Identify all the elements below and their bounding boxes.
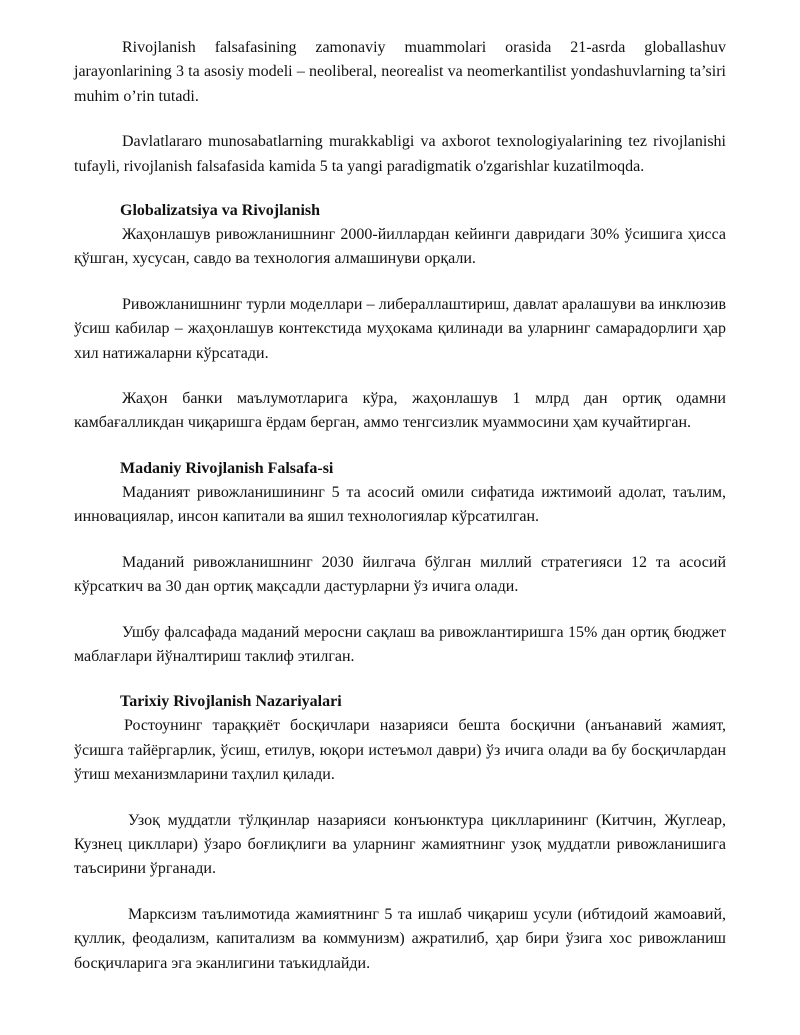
paragraph: Ушбу фалсафада маданий меросни сақлаш ва ривожлантиришга 15% дан ортиқ бюджет маблағлари йўналтириш таклиф этилган. (74, 623, 726, 665)
paragraph: Маданият ривожланишининг 5 та асосий омили сифатида ижтимоий адолат, таълим, инновациялар, инсон капитали ва яшил технологиялар кўрсатилган. (74, 483, 726, 526)
paragraph: Жаҳон банки маълумотларига кўра, жаҳонлашув 1 млрд дан ортиқ одамни камбағалликдан чиқаришга ёрдам берган, аммо тенгсизлик муаммосини ҳам кучайтирган. (74, 390, 726, 432)
paragraph: Маданий ривожланишнинг 2030 йилгача бўлган миллий стратегияси 12 та асосий кўрсаткич ва 30 дан ортиқ мақсадли дастурларни ўз ичига олади. (74, 553, 726, 596)
paragraph: Марксизм таълимотида жамиятнинг 5 та ишлаб чиқариш усули (ибтидоий жамоавий, қуллик, феодализм, капитализм ва коммунизм) ажратилиб, ҳар бири ўзига хос ривожланиш босқичларига эга эканлигини таъкидлайди. (74, 905, 726, 972)
intro-paragraph-2: Davlatlararo munosabatlarning murakkabligi va axborot texnologiyalarining tez rivojlanishi tufayli, rivojlanish falsafasida kamida 5 ta yangi paradigmatik o'zgarishlar kuzatilmoqda. (74, 133, 726, 175)
intro-paragraph-1: Rivojlanish falsafasining zamonaviy muammolari orasida 21-asrda globallashuv jarayonlarining 3 ta asosiy modeli – neoliberal, neorealist va neomerkantilist yondashuvlarning ta’siri muhim o’rin tutadi. (74, 39, 726, 105)
paragraph: Ростоунинг тараққиёт босқичлари назарияси бешта босқични (анъанавий жамият, ўсишга тайёргарлик, ўсиш, етилув, юқори истеъмол даври) ўз ичига олади ва бу босқичлардан ўтиш механизмларини таҳлил қилади. (74, 717, 726, 784)
section-heading-cultural-development: Madaniy Rivojlanish Falsafa-si (120, 459, 334, 477)
section-heading-globalization: Globalizatsiya va Rivojlanish (120, 202, 321, 220)
paragraph: Жаҳонлашув ривожланишнинг 2000-йиллардан кейинги давридаги 30% ўсишига ҳисса қўшган, хусусан, савдо ва технология алмашинуви орқали. (74, 226, 726, 268)
paragraph: Ривожланишнинг турли моделлари – либераллаштириш, давлат аралашуви ва инклюзив ўсиш кабилар – жаҳонлашув контекстида муҳокама қилинади ва уларнинг самарадорлиги ҳар хил натижаларни кўрсатади. (74, 295, 726, 362)
section-heading-historical-theories: Tarixiy Rivojlanish Nazariyalari (120, 693, 342, 711)
paragraph: Узоқ муддатли тўлқинлар назарияси конъюнктура циклларининг (Китчин, Жуглеар, Кузнец цикллари) ўзаро боғлиқлиги ва уларнинг жамиятнинг узоқ муддатли ривожланишига таъсирини ўрганади. (74, 811, 726, 878)
